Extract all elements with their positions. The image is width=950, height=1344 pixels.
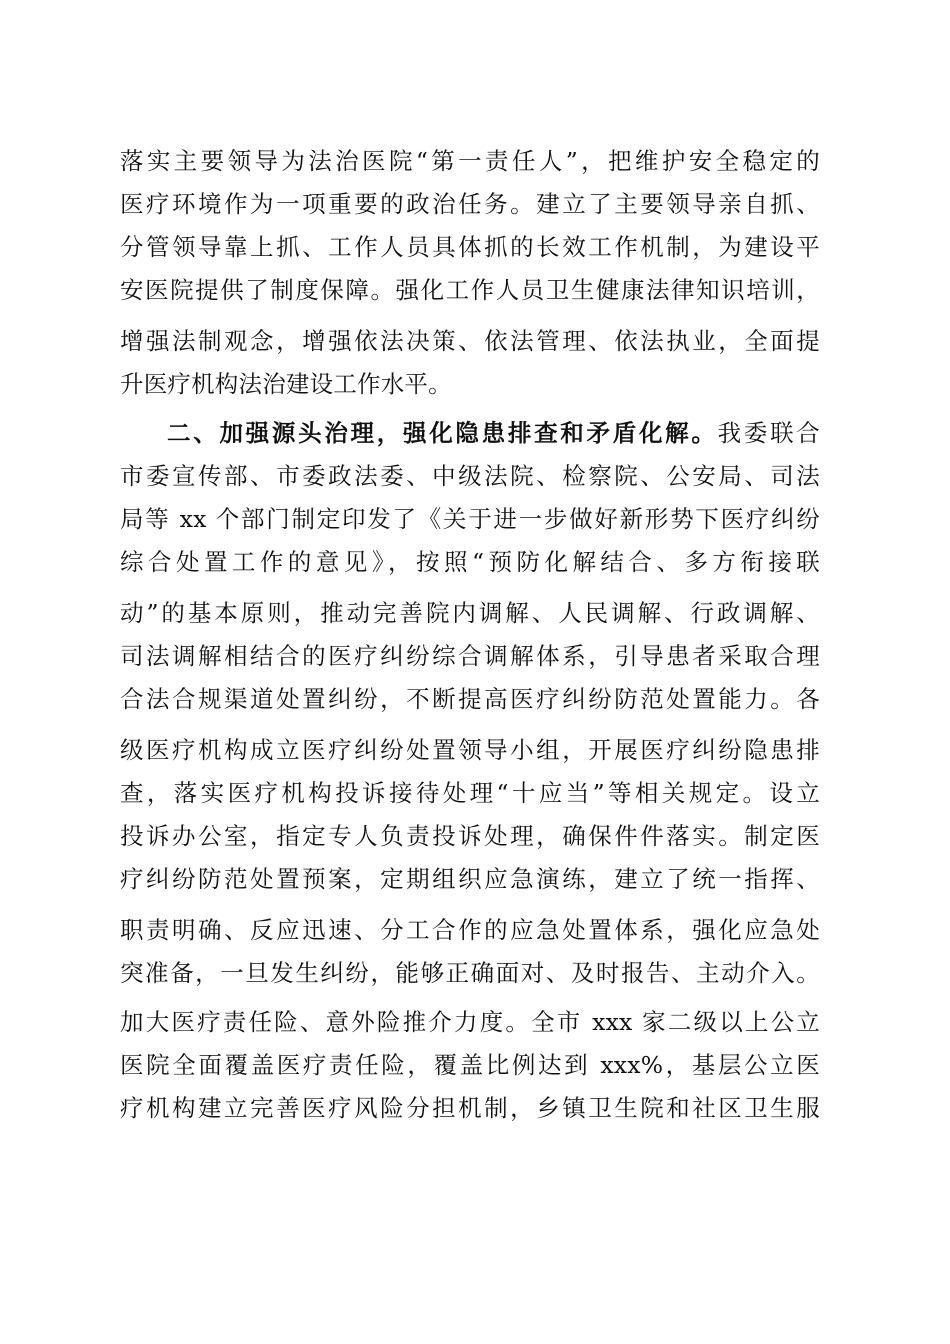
paragraph-line: 动”的基本原则，推动完善院内调解、人民调解、行政调解、 [120, 599, 820, 627]
section-heading-line [167, 415, 820, 451]
heading-line-rest: 我委联合 [717, 419, 820, 447]
paragraph-line: 分管领导靠上抓、工作人员具体抓的长效工作机制，为建设平 [120, 233, 820, 261]
paragraph-line: 医疗环境作为一项重要的政治任务。建立了主要领导亲自抓、 [120, 190, 820, 218]
paragraph-line: 司法调解相结合的医疗纠纷综合调解体系，引导患者采取合理 [120, 642, 820, 670]
paragraph-line: 突准备，一旦发生纠纷，能够正确面对、及时报告、主动介入。 [120, 959, 820, 987]
paragraph-line: 职责明确、反应迅速、分工合作的应急处置体系，强化应急处 [120, 916, 820, 944]
paragraph-line: 合法合规渠道处置纠纷，不断提高医疗纠纷防范处置能力。各 [120, 685, 820, 713]
paragraph-line: 投诉办公室，指定专人负责投诉处理，确保件件落实。制定医 [120, 822, 820, 850]
paragraph-line: 市委宣传部、市委政法委、中级法院、检察院、公安局、司法 [120, 462, 820, 490]
paragraph-line: 综合处置工作的意见》，按照“预防化解结合、多方衔接联 [120, 548, 820, 576]
paragraph-line: 医院全面覆盖医疗责任险，覆盖比例达到 xxx%，基层公立医 [120, 1051, 820, 1079]
paragraph-line: 落实主要领导为法治医院“第一责任人”，把维护安全稳定的 [120, 147, 820, 175]
paragraph-line: 加大医疗责任险、意外险推介力度。全市 xxx 家二级以上公立 [120, 1008, 820, 1036]
paragraph-line: 升医疗机构法治建设工作水平。 [120, 370, 452, 398]
paragraph-line: 局等 xx 个部门制定印发了《关于进一步做好新形势下医疗纠纷 [120, 505, 820, 533]
paragraph-line: 疗纠纷防范处置预案，定期组织应急演练，建立了统一指挥、 [120, 865, 820, 893]
paragraph-line: 查，落实医疗机构投诉接待处理“十应当”等相关规定。设立 [120, 779, 820, 807]
paragraph-line: 级医疗机构成立医疗纠纷处置领导小组，开展医疗纠纷隐患排 [120, 736, 820, 764]
paragraph-line: 增强法制观念，增强依法决策、依法管理、依法执业，全面提 [120, 327, 820, 355]
paragraph-line: 疗机构建立完善医疗风险分担机制，乡镇卫生院和社区卫生服 [120, 1094, 820, 1122]
paragraph-line: 安医院提供了制度保障。强化工作人员卫生健康法律知识培训， [120, 276, 820, 304]
section-heading: 二、加强源头治理，强化隐患排查和矛盾化解。 [167, 419, 718, 447]
